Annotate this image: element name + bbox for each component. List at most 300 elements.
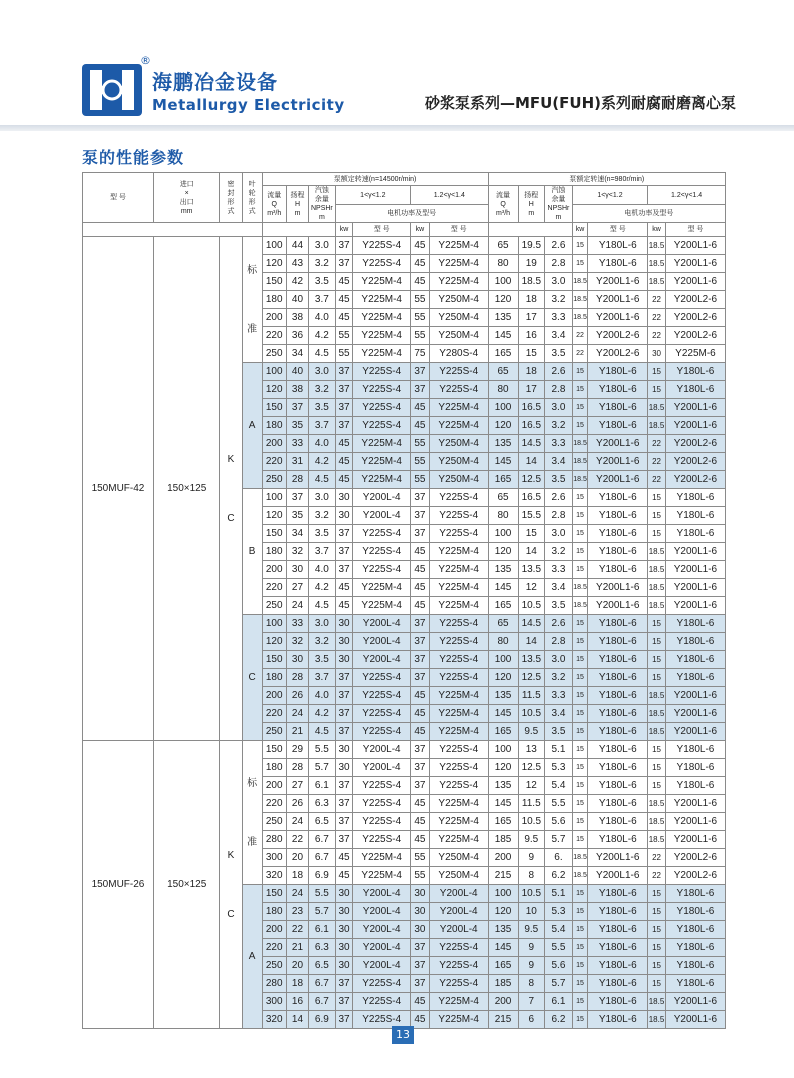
page-number: 13 bbox=[392, 1026, 414, 1044]
table-cell: 4.5 bbox=[309, 597, 336, 615]
table-cell: 215 bbox=[488, 867, 518, 885]
table-cell: Y200L1-6 bbox=[588, 867, 648, 885]
table-cell: Y225M-4 bbox=[353, 291, 411, 309]
table-cell: 15 bbox=[648, 669, 666, 687]
table-cell: 30 bbox=[335, 939, 353, 957]
table-cell: 220 bbox=[262, 579, 286, 597]
table-cell: 40 bbox=[286, 291, 308, 309]
table-cell: 27 bbox=[286, 777, 308, 795]
table-cell: 18 bbox=[518, 363, 545, 381]
header-range1-a: 1<γ<1.2 bbox=[335, 186, 410, 205]
table-cell: 250 bbox=[262, 957, 286, 975]
table-cell: 28 bbox=[286, 471, 308, 489]
table-cell: 220 bbox=[262, 939, 286, 957]
table-cell: 18.5 bbox=[572, 291, 588, 309]
table-cell: 3.4 bbox=[545, 705, 573, 723]
table-cell: 18.5 bbox=[572, 273, 588, 291]
table-cell: Y200L-4 bbox=[429, 903, 488, 921]
table-cell: 18.5 bbox=[572, 849, 588, 867]
table-cell: Y225M-4 bbox=[429, 237, 488, 255]
table-cell: 15 bbox=[572, 975, 588, 993]
table-cell: Y180L-6 bbox=[588, 687, 648, 705]
table-cell: 15 bbox=[648, 741, 666, 759]
table-cell: 100 bbox=[488, 741, 518, 759]
header-model: 型 号 bbox=[83, 173, 154, 223]
table-cell: Y225M-4 bbox=[429, 597, 488, 615]
table-cell: 3.7 bbox=[309, 543, 336, 561]
table-cell: 3.3 bbox=[545, 309, 573, 327]
table-cell: 145 bbox=[488, 453, 518, 471]
table-cell: 22 bbox=[286, 831, 308, 849]
table-cell: 15 bbox=[572, 723, 588, 741]
table-cell: Y225S-4 bbox=[353, 813, 411, 831]
table-cell: 3.2 bbox=[545, 543, 573, 561]
table-cell: 30 bbox=[411, 921, 430, 939]
table-cell: Y200L1-6 bbox=[588, 471, 648, 489]
table-cell: 12 bbox=[518, 579, 545, 597]
table-cell: Y200L1-6 bbox=[665, 273, 725, 291]
table-cell: 15 bbox=[572, 741, 588, 759]
table-cell: 15 bbox=[572, 795, 588, 813]
table-cell: 150 bbox=[262, 525, 286, 543]
table-cell: Y180L-6 bbox=[665, 885, 725, 903]
table-cell: 3.7 bbox=[309, 291, 336, 309]
header-range2-a: 1.2<γ<1.4 bbox=[411, 186, 489, 205]
table-cell: 4.2 bbox=[309, 705, 336, 723]
table-cell: 18.5 bbox=[648, 831, 666, 849]
table-cell: 5.7 bbox=[309, 903, 336, 921]
table-cell: 37 bbox=[335, 1011, 353, 1029]
table-cell: 55 bbox=[411, 867, 430, 885]
table-cell: 100 bbox=[262, 489, 286, 507]
table-cell: 165 bbox=[488, 813, 518, 831]
table-cell: Y225M-4 bbox=[353, 597, 411, 615]
table-cell: 28 bbox=[286, 759, 308, 777]
table-cell: Y200L-4 bbox=[353, 759, 411, 777]
table-cell: 250 bbox=[262, 597, 286, 615]
table-cell: 7 bbox=[518, 993, 545, 1011]
table-cell: Y180L-6 bbox=[588, 543, 648, 561]
table-cell: 5.7 bbox=[545, 831, 573, 849]
table-cell: 37 bbox=[335, 795, 353, 813]
table-cell: 15 bbox=[572, 921, 588, 939]
table-cell: 15 bbox=[648, 363, 666, 381]
table-cell: 18.5 bbox=[648, 993, 666, 1011]
header-kw: kw bbox=[335, 223, 353, 237]
table-cell: 15 bbox=[572, 381, 588, 399]
seal-type-label: K bbox=[227, 849, 235, 861]
table-cell: 18.5 bbox=[572, 579, 588, 597]
table-cell: 100 bbox=[488, 399, 518, 417]
table-cell: 35 bbox=[286, 417, 308, 435]
table-cell: Y200L2-6 bbox=[588, 327, 648, 345]
table-cell: 45 bbox=[335, 273, 353, 291]
table-cell: 180 bbox=[262, 543, 286, 561]
table-cell: 6.7 bbox=[309, 849, 336, 867]
table-cell: 15 bbox=[572, 633, 588, 651]
table-cell: 15 bbox=[572, 489, 588, 507]
table-cell: 6.1 bbox=[309, 921, 336, 939]
table-cell: 3.2 bbox=[545, 417, 573, 435]
group-size: 150×125 bbox=[153, 741, 220, 1029]
table-cell: 15 bbox=[572, 759, 588, 777]
table-cell: Y225M-4 bbox=[429, 813, 488, 831]
table-cell: Y225S-4 bbox=[429, 651, 488, 669]
table-cell: 37 bbox=[335, 237, 353, 255]
table-cell: 4.0 bbox=[309, 309, 336, 327]
table-cell: 10 bbox=[518, 903, 545, 921]
table-cell: 37 bbox=[335, 363, 353, 381]
table-cell: 37 bbox=[335, 525, 353, 543]
table-cell: 120 bbox=[262, 381, 286, 399]
table-cell: 145 bbox=[488, 579, 518, 597]
table-cell: Y225S-4 bbox=[353, 705, 411, 723]
table-cell: Y180L-6 bbox=[588, 723, 648, 741]
table-cell: 4.0 bbox=[309, 561, 336, 579]
table-cell: 18.5 bbox=[648, 597, 666, 615]
table-cell: 15 bbox=[572, 885, 588, 903]
table-cell: Y180L-6 bbox=[588, 507, 648, 525]
table-cell: 15 bbox=[648, 777, 666, 795]
table-cell: 37 bbox=[411, 975, 430, 993]
table-cell: 22 bbox=[648, 327, 666, 345]
table-cell: 45 bbox=[411, 273, 430, 291]
seal-type bbox=[220, 741, 242, 1029]
table-cell: 45 bbox=[411, 723, 430, 741]
table-cell: 200 bbox=[262, 687, 286, 705]
table-cell: 55 bbox=[411, 327, 430, 345]
table-cell: 150 bbox=[262, 741, 286, 759]
table-cell: 37 bbox=[411, 777, 430, 795]
table-cell: 9 bbox=[518, 957, 545, 975]
table-cell: 37 bbox=[411, 615, 430, 633]
table-cell: Y225S-4 bbox=[353, 255, 411, 273]
table-cell: 30 bbox=[335, 507, 353, 525]
table-cell: Y225M-4 bbox=[429, 399, 488, 417]
table-cell: Y200L1-6 bbox=[665, 813, 725, 831]
table-cell: 6.7 bbox=[309, 975, 336, 993]
impeller-standard bbox=[242, 237, 262, 363]
table-cell: 22 bbox=[648, 471, 666, 489]
table-cell: Y225M-6 bbox=[665, 345, 725, 363]
table-cell: Y180L-6 bbox=[588, 705, 648, 723]
table-cell: 165 bbox=[488, 597, 518, 615]
table-cell: 3.5 bbox=[309, 651, 336, 669]
table-cell: 22 bbox=[572, 345, 588, 363]
table-cell: 55 bbox=[335, 327, 353, 345]
table-cell: 180 bbox=[262, 903, 286, 921]
impeller-standard-label: 准 bbox=[247, 836, 258, 848]
table-cell: 4.0 bbox=[309, 435, 336, 453]
table-cell: 320 bbox=[262, 1011, 286, 1029]
table-cell: 3.5 bbox=[309, 273, 336, 291]
table-cell: 18.5 bbox=[648, 813, 666, 831]
table-cell: 4.2 bbox=[309, 327, 336, 345]
table-cell: 30 bbox=[335, 615, 353, 633]
header-motor-model: 型 号 bbox=[588, 223, 648, 237]
table-cell: Y180L-6 bbox=[665, 741, 725, 759]
table-cell: Y200L1-6 bbox=[665, 597, 725, 615]
table-cell: 100 bbox=[488, 273, 518, 291]
table-cell: 45 bbox=[411, 543, 430, 561]
table-cell: 38 bbox=[286, 381, 308, 399]
table-cell: Y250M-4 bbox=[429, 453, 488, 471]
table-cell: 37 bbox=[335, 813, 353, 831]
table-cell: 200 bbox=[262, 777, 286, 795]
table-cell: 45 bbox=[411, 417, 430, 435]
table-cell: Y200L-4 bbox=[353, 939, 411, 957]
table-cell: Y180L-6 bbox=[665, 975, 725, 993]
table-cell: 30 bbox=[335, 957, 353, 975]
table-cell: 37 bbox=[335, 777, 353, 795]
table-cell: 200 bbox=[488, 849, 518, 867]
table-cell: 45 bbox=[335, 597, 353, 615]
table-cell: 30 bbox=[335, 633, 353, 651]
table-cell: 215 bbox=[488, 1011, 518, 1029]
table-cell: Y225S-4 bbox=[353, 417, 411, 435]
table-cell: Y225M-4 bbox=[429, 1011, 488, 1029]
table-cell: 55 bbox=[411, 849, 430, 867]
table-cell: Y225S-4 bbox=[429, 525, 488, 543]
table-cell: 3.7 bbox=[309, 417, 336, 435]
table-cell: 10.5 bbox=[518, 813, 545, 831]
table-cell: 42 bbox=[286, 273, 308, 291]
table-cell: 37 bbox=[411, 633, 430, 651]
table-cell: Y180L-6 bbox=[588, 1011, 648, 1029]
table-cell: 5.3 bbox=[545, 903, 573, 921]
table-cell: Y200L1-6 bbox=[588, 849, 648, 867]
header-flow-a: 流量 Q m³/h bbox=[262, 186, 286, 223]
table-cell: 45 bbox=[411, 993, 430, 1011]
performance-table bbox=[82, 172, 726, 1029]
table-cell: Y225S-4 bbox=[429, 507, 488, 525]
table-cell: 185 bbox=[488, 975, 518, 993]
table-cell: Y180L-6 bbox=[665, 759, 725, 777]
table-cell: 30 bbox=[335, 921, 353, 939]
table-cell: 145 bbox=[488, 705, 518, 723]
table-cell: 6.7 bbox=[309, 993, 336, 1011]
table-cell: 26 bbox=[286, 795, 308, 813]
table-cell: 2.6 bbox=[545, 615, 573, 633]
table-cell: 18.5 bbox=[648, 795, 666, 813]
header-kw: kw bbox=[411, 223, 430, 237]
table-cell: Y180L-6 bbox=[665, 921, 725, 939]
table-cell: Y225M-4 bbox=[429, 255, 488, 273]
table-cell: 180 bbox=[262, 669, 286, 687]
table-cell: 37 bbox=[335, 705, 353, 723]
table-cell: 100 bbox=[262, 615, 286, 633]
table-cell: 280 bbox=[262, 975, 286, 993]
header-speed-a: 泵额定转速(n=14500r/min) bbox=[262, 173, 488, 186]
table-cell: 18.5 bbox=[648, 705, 666, 723]
table-cell: 135 bbox=[488, 435, 518, 453]
table-cell: 5.3 bbox=[545, 759, 573, 777]
header-divider bbox=[0, 125, 794, 131]
table-cell: 65 bbox=[488, 615, 518, 633]
table-cell: 19 bbox=[518, 255, 545, 273]
table-cell: 33 bbox=[286, 615, 308, 633]
table-cell: Y225M-4 bbox=[429, 687, 488, 705]
table-cell: Y180L-6 bbox=[665, 939, 725, 957]
table-cell: 30 bbox=[335, 759, 353, 777]
impeller-standard-label: 标 bbox=[247, 777, 258, 789]
table-cell: Y200L-4 bbox=[353, 507, 411, 525]
table-cell: Y200L-4 bbox=[429, 885, 488, 903]
table-cell: 22 bbox=[286, 921, 308, 939]
table-cell: 9 bbox=[518, 939, 545, 957]
table-cell: Y180L-6 bbox=[588, 615, 648, 633]
table-cell: Y250M-4 bbox=[429, 849, 488, 867]
table-cell: 200 bbox=[262, 309, 286, 327]
table-cell: Y180L-6 bbox=[588, 813, 648, 831]
table-cell: Y200L-4 bbox=[353, 903, 411, 921]
table-cell: Y180L-6 bbox=[588, 255, 648, 273]
table-cell: Y225M-4 bbox=[353, 327, 411, 345]
table-cell: 4.5 bbox=[309, 471, 336, 489]
table-cell: 22 bbox=[648, 435, 666, 453]
table-cell: 150 bbox=[262, 651, 286, 669]
table-row bbox=[83, 741, 726, 759]
table-cell: Y250M-4 bbox=[429, 435, 488, 453]
table-cell: 24 bbox=[286, 597, 308, 615]
table-cell: 3.2 bbox=[309, 507, 336, 525]
table-cell: 15 bbox=[572, 957, 588, 975]
table-cell: 19.5 bbox=[518, 237, 545, 255]
table-cell: Y250M-4 bbox=[429, 309, 488, 327]
table-cell: 27 bbox=[286, 579, 308, 597]
table-cell: 3.0 bbox=[309, 237, 336, 255]
table-cell: 18 bbox=[286, 867, 308, 885]
table-cell: Y200L1-6 bbox=[588, 291, 648, 309]
table-cell: Y225S-4 bbox=[353, 831, 411, 849]
table-cell: 24 bbox=[286, 885, 308, 903]
table-cell: Y180L-6 bbox=[588, 777, 648, 795]
table-cell: 17 bbox=[518, 309, 545, 327]
table-cell: 6 bbox=[518, 1011, 545, 1029]
table-cell: 5.1 bbox=[545, 885, 573, 903]
table-cell: 37 bbox=[286, 489, 308, 507]
table-cell: Y200L-4 bbox=[353, 489, 411, 507]
table-cell: 45 bbox=[335, 435, 353, 453]
table-cell: 280 bbox=[262, 831, 286, 849]
table-cell: Y225S-4 bbox=[429, 759, 488, 777]
table-cell: 10.5 bbox=[518, 597, 545, 615]
table-cell: 55 bbox=[411, 435, 430, 453]
table-cell: 200 bbox=[262, 921, 286, 939]
table-cell: 30 bbox=[648, 345, 666, 363]
table-cell: 18 bbox=[518, 291, 545, 309]
table-cell: 15 bbox=[648, 525, 666, 543]
table-cell: 45 bbox=[335, 867, 353, 885]
table-cell: 15 bbox=[572, 525, 588, 543]
table-cell: Y225M-4 bbox=[429, 543, 488, 561]
table-cell: 15 bbox=[648, 633, 666, 651]
table-cell: 21 bbox=[286, 723, 308, 741]
table-cell: Y200L-4 bbox=[353, 885, 411, 903]
table-cell: 3.0 bbox=[545, 399, 573, 417]
table-cell: 5.5 bbox=[545, 939, 573, 957]
table-cell: 9 bbox=[518, 849, 545, 867]
table-cell: 8 bbox=[518, 867, 545, 885]
table-cell: 11.5 bbox=[518, 795, 545, 813]
table-cell: 15 bbox=[648, 651, 666, 669]
company-logo bbox=[80, 60, 150, 118]
header-seal-type: 密 封 形 式 bbox=[220, 173, 242, 223]
table-cell: Y225M-4 bbox=[353, 867, 411, 885]
table-cell: 80 bbox=[488, 255, 518, 273]
table-cell: Y180L-6 bbox=[665, 381, 725, 399]
table-cell: 3.0 bbox=[309, 363, 336, 381]
header-range2-b: 1.2<γ<1.4 bbox=[648, 186, 726, 205]
table-cell: 26 bbox=[286, 687, 308, 705]
table-cell: Y200L1-6 bbox=[665, 579, 725, 597]
table-cell: 37 bbox=[411, 525, 430, 543]
table-cell: Y225M-4 bbox=[353, 273, 411, 291]
table-cell: Y200L-4 bbox=[353, 957, 411, 975]
table-cell: 45 bbox=[411, 687, 430, 705]
table-cell: Y225S-4 bbox=[429, 381, 488, 399]
table-cell: 3.2 bbox=[545, 291, 573, 309]
table-cell: 15 bbox=[648, 489, 666, 507]
table-cell: 6.3 bbox=[309, 939, 336, 957]
header-head-a: 扬程 H m bbox=[286, 186, 308, 223]
table-cell: Y200L-4 bbox=[353, 741, 411, 759]
table-cell: 150 bbox=[262, 885, 286, 903]
table-cell: Y180L-6 bbox=[588, 921, 648, 939]
table-cell: 3.5 bbox=[309, 399, 336, 417]
table-cell: Y225M-4 bbox=[353, 345, 411, 363]
table-cell: 12.5 bbox=[518, 471, 545, 489]
table-cell: 15 bbox=[572, 939, 588, 957]
table-cell: 4.2 bbox=[309, 579, 336, 597]
table-cell: 37 bbox=[411, 741, 430, 759]
table-cell: 6.2 bbox=[545, 867, 573, 885]
group-model: 150MUF-42 bbox=[83, 237, 154, 741]
table-cell: 30 bbox=[335, 885, 353, 903]
table-cell: Y225S-4 bbox=[353, 381, 411, 399]
table-cell: Y200L1-6 bbox=[665, 993, 725, 1011]
table-cell: Y180L-6 bbox=[588, 561, 648, 579]
table-cell: Y200L2-6 bbox=[588, 345, 648, 363]
table-cell: 34 bbox=[286, 345, 308, 363]
table-cell: Y225S-4 bbox=[429, 363, 488, 381]
table-cell: 34 bbox=[286, 525, 308, 543]
table-cell: 15 bbox=[518, 525, 545, 543]
table-cell: Y225M-4 bbox=[353, 309, 411, 327]
table-cell: 35 bbox=[286, 507, 308, 525]
table-cell: 200 bbox=[488, 993, 518, 1011]
table-cell: 14 bbox=[518, 633, 545, 651]
table-cell: 5.5 bbox=[309, 885, 336, 903]
table-cell: 17 bbox=[518, 381, 545, 399]
table-cell: Y225S-4 bbox=[353, 993, 411, 1011]
table-cell: 55 bbox=[411, 471, 430, 489]
table-cell: Y180L-6 bbox=[665, 489, 725, 507]
table-cell: 37 bbox=[335, 417, 353, 435]
table-cell: 37 bbox=[335, 975, 353, 993]
table-cell: 135 bbox=[488, 687, 518, 705]
table-cell: Y200L1-6 bbox=[665, 831, 725, 849]
table-cell: 18.5 bbox=[648, 255, 666, 273]
table-cell: Y225S-4 bbox=[429, 615, 488, 633]
table-cell: 15 bbox=[648, 759, 666, 777]
table-cell: 6.1 bbox=[545, 993, 573, 1011]
table-cell: 30 bbox=[286, 561, 308, 579]
table-cell: Y200L1-6 bbox=[665, 687, 725, 705]
group-size: 150×125 bbox=[153, 237, 220, 741]
table-cell: 6.1 bbox=[309, 777, 336, 795]
table-cell: Y180L-6 bbox=[665, 363, 725, 381]
